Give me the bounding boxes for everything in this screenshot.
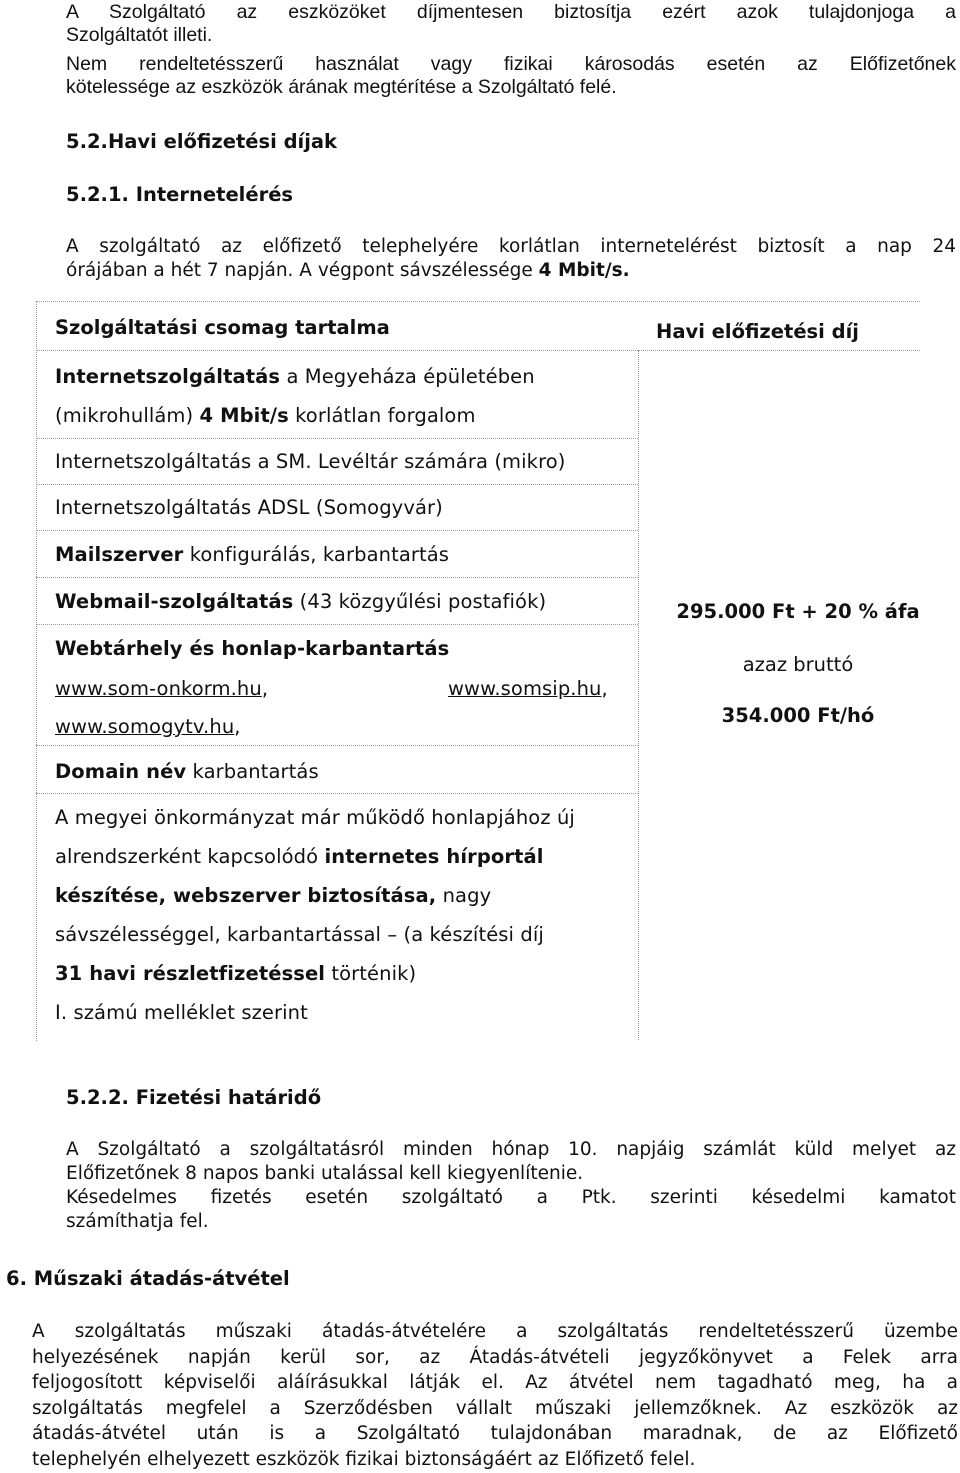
website-link[interactable]: www.som-onkorm.hu: [55, 677, 262, 700]
installment-count: 31 havi részletfizetéssel: [55, 962, 326, 985]
paragraph-line: A szolgáltató az előfizető telephelyére korlátlan internetelérést biztosít a nap 24: [66, 236, 956, 257]
table-row-divider: [36, 577, 638, 578]
table-row: Internetszolgáltatás a SM. Levéltár számára (mikro): [55, 450, 566, 473]
table-row: Internetszolgáltatás ADSL (Somogyvár): [55, 496, 443, 519]
section-6-heading: 6. Műszaki átadás-átvétel: [6, 1267, 290, 1290]
paragraph-line: A Szolgáltató a szolgáltatásról minden hónap 10. napjáig számlát küld melyet az: [66, 1139, 956, 1160]
website-link[interactable]: www.somsip.hu: [448, 677, 602, 700]
paragraph-line: Késedelmes fizetés esetén szolgáltató a Ptk. szerinti késedelmi kamatot: [66, 1187, 956, 1208]
service-name: Mailszerver: [55, 543, 184, 566]
table-border-left: [36, 301, 37, 1041]
section-5-2-1-paragraph: [66, 235, 956, 283]
table-row: [55, 365, 535, 388]
table-row-line: I. számú melléklet szerint: [55, 1001, 308, 1024]
paragraph-line: számíthatja fel.: [66, 1211, 209, 1232]
table-row: [55, 543, 449, 566]
intro-line: A Szolgáltató az eszközöket díjmentesen biztosítja ezért azok tulajdonjoga a: [66, 1, 956, 23]
table-row-divider: [36, 793, 638, 794]
price-gross: 354.000 Ft/hó: [721, 704, 875, 727]
paragraph-line: A szolgáltatás műszaki átadás-átvételére a szolgáltatás rendeltetésszerű üzembe: [32, 1321, 958, 1342]
table-row-line: A megyei önkormányzat már működő honlapjához új: [55, 806, 575, 829]
service-detail: korlátlan forgalom: [288, 404, 476, 427]
paragraph-line: [66, 259, 956, 283]
table-row: [55, 637, 449, 660]
section-5-2-1-heading: 5.2.1. Internetelérés: [66, 183, 294, 206]
service-detail: konfigurálás, karbantartás: [183, 543, 450, 566]
section-5-2-heading: 5.2.Havi előfizetési díjak: [66, 130, 338, 153]
service-name: készítése, webszerver biztosítása,: [55, 884, 437, 907]
service-detail: (43 közgyűlési postafiók): [293, 590, 547, 613]
intro-line: Nem rendeltetésszerű használat vagy fizikai károsodás esetén az Előfizetőnek: [66, 53, 956, 75]
service-name: internetes hírportál: [324, 845, 544, 868]
paragraph-line: helyezésének napján kerül sor, az Átadás-átvételi jegyzőkönyvet a Felek arra: [32, 1346, 958, 1368]
price-gross-label: azaz bruttó: [742, 653, 854, 676]
service-detail: nagy: [436, 884, 492, 907]
table-row: [55, 590, 546, 613]
price-net: 295.000 Ft + 20 % áfa: [676, 600, 920, 623]
table-row: [55, 760, 319, 783]
table-header-content: Szolgáltatási csomag tartalma: [55, 316, 390, 339]
table-row: [55, 404, 476, 427]
table-header-fee: Havi előfizetési díj: [656, 320, 859, 343]
table-row-line: [55, 845, 544, 868]
link-separator: ,: [261, 677, 269, 700]
table-row-divider: [36, 745, 638, 746]
link-row: [55, 715, 241, 738]
table-row-divider: [36, 530, 638, 531]
bandwidth-value: 4 Mbit/s.: [538, 260, 630, 281]
link-row: [448, 677, 608, 700]
service-detail: karbantartás: [186, 760, 319, 783]
link-row: [55, 677, 268, 700]
link-separator: ,: [234, 715, 241, 738]
service-name: Internetszolgáltatás: [55, 365, 281, 388]
table-column-divider: [638, 350, 639, 1040]
table-row-line: sávszélességgel, karbantartással – (a készítési díj: [55, 923, 544, 946]
paragraph-line: Előfizetőnek 8 napos banki utalással kell kiegyenlítenie.: [66, 1163, 584, 1184]
service-bandwidth: 4 Mbit/s: [199, 404, 289, 427]
section-5-2-2-heading: 5.2.2. Fizetési határidő: [66, 1086, 322, 1109]
service-detail: a Megyeháza épületében: [280, 365, 535, 388]
paragraph-line: feljogosított képviselői aláírásukkal látják el. Az átvétel nem tagadható meg, ha a: [32, 1372, 958, 1393]
table-row-divider: [36, 624, 638, 625]
service-detail: (mikrohullám): [55, 404, 200, 427]
intro-paragraph-2: [66, 53, 956, 99]
service-name: Domain név: [55, 760, 187, 783]
website-link[interactable]: www.somogytv.hu: [55, 715, 235, 738]
paragraph-text: órájában a hét 7 napján. A végpont sávszélessége: [66, 260, 539, 281]
paragraph-line: telephelyén elhelyezett eszközök fizikai biztonságáért az Előfizető felel.: [32, 1448, 696, 1470]
intro-paragraph: [66, 1, 956, 47]
table-row-divider: [36, 484, 638, 485]
section-6-paragraph: [32, 1319, 958, 1472]
table-row-divider: [36, 438, 638, 439]
link-separator: ,: [601, 677, 608, 700]
table-border-top: [36, 301, 920, 302]
service-detail: alrendszerként kapcsolódó: [55, 845, 325, 868]
service-name: Webtárhely és honlap-karbantartás: [55, 637, 450, 660]
paragraph-line: szolgáltatás megfelel a Szerződésben vállalt műszaki jellemzőknek. Az eszközök az: [32, 1397, 958, 1419]
intro-line: Szolgáltatót illeti.: [66, 24, 213, 46]
intro-line: kötelessége az eszközök árának megtérítése a Szolgáltató felé.: [66, 76, 617, 98]
paragraph-line: átadás-átvétel után is a Szolgáltató tulajdonában maradnak, de az Előfizető: [32, 1423, 958, 1444]
service-name: Webmail-szolgáltatás: [55, 590, 294, 613]
service-detail: történik): [325, 962, 417, 985]
section-5-2-2-paragraph: [66, 1138, 956, 1234]
table-row-line: [55, 884, 491, 907]
table-row-line: [55, 962, 416, 985]
table-row-divider: [36, 350, 920, 351]
